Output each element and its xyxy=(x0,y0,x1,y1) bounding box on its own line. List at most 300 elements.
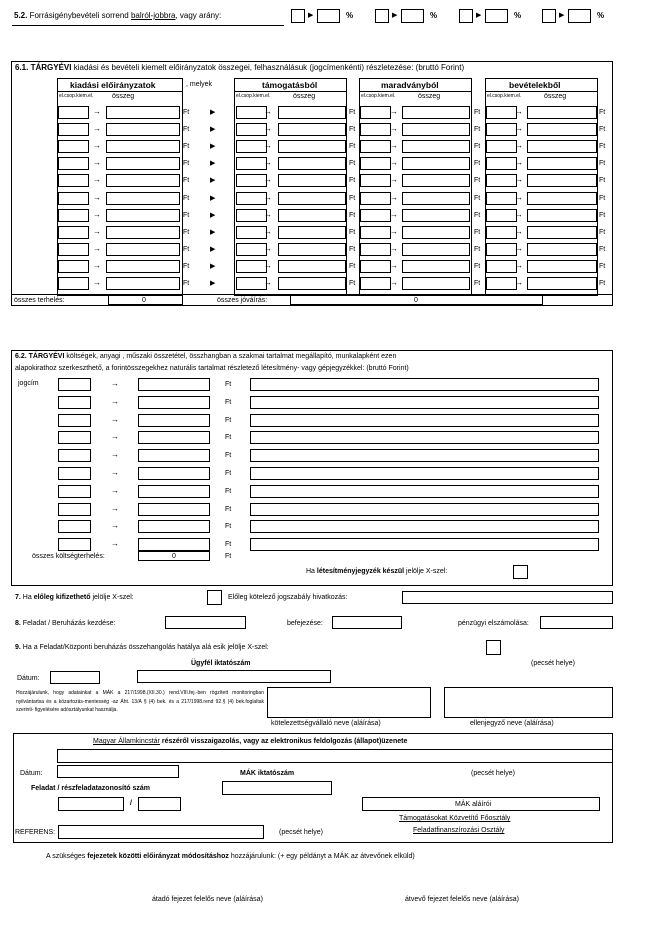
mak-title xyxy=(93,738,407,745)
code-field[interactable] xyxy=(58,192,89,205)
settle-date-field[interactable] xyxy=(540,616,613,629)
cost-description-field[interactable] xyxy=(250,467,599,480)
amount-field[interactable] xyxy=(402,157,470,170)
cost-description-field[interactable] xyxy=(250,503,599,516)
ft-label: Ft xyxy=(349,280,356,287)
percent-label: % xyxy=(346,11,354,20)
code-field[interactable] xyxy=(360,260,391,273)
referens-stamp-label: (pecsét helye) xyxy=(279,829,323,836)
ratio-code-box[interactable] xyxy=(375,9,389,23)
col-amount-label: összeg xyxy=(544,93,567,100)
total-cost-value: 0 xyxy=(172,553,176,560)
arrow-right-icon: → xyxy=(390,192,398,202)
jogcim-field[interactable] xyxy=(58,396,91,409)
code-field[interactable] xyxy=(58,209,89,222)
cost-amount-field[interactable] xyxy=(138,449,210,462)
amount-field[interactable] xyxy=(278,106,346,119)
cost-amount-field[interactable] xyxy=(138,485,210,498)
ft-label: Ft xyxy=(183,143,190,151)
code-field[interactable] xyxy=(236,192,267,205)
cost-amount-field[interactable] xyxy=(138,414,210,427)
divider xyxy=(234,91,347,92)
ft-label: Ft xyxy=(599,211,606,219)
arrow-right-icon: → xyxy=(390,124,398,134)
ft-label: Ft xyxy=(183,211,190,219)
amount-field[interactable] xyxy=(278,174,346,187)
ft-label: Ft xyxy=(474,245,481,253)
ft-label: Ft xyxy=(183,160,190,168)
section-text-underlined: balról-jobbra xyxy=(130,11,176,20)
arrow-icon: ▶ xyxy=(210,160,216,168)
advance-checkbox[interactable] xyxy=(207,590,222,605)
date-label: Dátum: xyxy=(17,675,40,682)
amount-field[interactable] xyxy=(106,260,180,273)
ratio-code-box[interactable] xyxy=(459,9,473,23)
ratio-code-box[interactable] xyxy=(291,9,305,23)
arrow-right-icon: → xyxy=(111,485,119,495)
section-9 xyxy=(15,644,269,651)
amount-field[interactable] xyxy=(527,192,597,205)
arrow-right-icon: → xyxy=(93,192,101,202)
cost-amount-field[interactable] xyxy=(138,378,210,391)
ft-label: Ft xyxy=(599,126,606,134)
group-expenditure-title: kiadási előirányzatok xyxy=(70,80,156,90)
countersign-box[interactable] xyxy=(444,687,613,718)
amount-field[interactable] xyxy=(402,209,470,222)
melyek-label: , melyek xyxy=(186,81,213,88)
col-code-label: el.csop.kiem.el. xyxy=(59,93,94,99)
arrow-right-icon: → xyxy=(93,209,101,219)
arrow-right-icon: → xyxy=(264,226,272,236)
ft-label: Ft xyxy=(474,109,481,116)
arrow-right-icon: → xyxy=(93,158,101,168)
arrow-icon: ▶ xyxy=(210,245,216,253)
jogcim-field[interactable] xyxy=(58,378,91,391)
arrow-icon: ▶ xyxy=(210,262,216,270)
ft-label: Ft xyxy=(474,177,481,185)
code-field[interactable] xyxy=(236,226,267,239)
arrow-right-icon: → xyxy=(515,209,523,219)
code-field[interactable] xyxy=(360,192,391,205)
arrow-right-icon: → xyxy=(390,226,398,236)
code-field[interactable] xyxy=(236,209,267,222)
code-field[interactable] xyxy=(58,140,89,153)
amount-field[interactable] xyxy=(278,192,346,205)
cost-amount-field[interactable] xyxy=(138,431,210,444)
section-bold: TÁRGYÉVI xyxy=(30,63,72,72)
signatory-label: kötelezettségvállaló neve (aláírása) xyxy=(271,720,381,727)
arrow-right-icon: → xyxy=(111,468,119,477)
mak-stamp-label: (pecsét helye) xyxy=(471,770,515,777)
text-bold: létesítményjegyzék készül xyxy=(316,568,405,575)
amount-field[interactable] xyxy=(402,277,470,290)
arrow-right-icon: → xyxy=(515,141,523,151)
amount-field[interactable] xyxy=(402,243,470,256)
arrow-right-icon: → xyxy=(515,278,523,287)
ft-label: Ft xyxy=(349,245,356,253)
cost-description-field[interactable] xyxy=(250,538,599,551)
ft-label: Ft xyxy=(183,228,190,236)
dept2-label: Feladatfinanszírozási Osztály xyxy=(413,827,505,834)
ft-label: Ft xyxy=(599,143,606,151)
ft-label: Ft xyxy=(225,452,232,460)
mak-reg-field[interactable] xyxy=(222,781,332,795)
cost-description-field[interactable] xyxy=(250,449,599,462)
arrow-right-icon: → xyxy=(515,124,523,134)
task-id-label: Feladat / részfeladatazonosító szám xyxy=(31,785,151,792)
section-6-2-text2: alapokirathoz szerkeszthető, a forintösszegekhez naturális tartalmat részletező létesítmény- vagy gépjegyzékkel: (bruttó Forint) xyxy=(15,365,409,372)
arrow-right-icon: → xyxy=(390,175,398,185)
ft-label: Ft xyxy=(349,109,356,116)
code-field[interactable] xyxy=(486,157,517,170)
ft-label: Ft xyxy=(349,126,356,134)
ft-label: Ft xyxy=(225,541,232,549)
mak-signer-label: MÁK aláírói xyxy=(455,801,492,808)
ft-label: Ft xyxy=(599,280,606,287)
section-5-2 xyxy=(14,12,221,20)
amount-field[interactable] xyxy=(106,243,180,256)
jogcim-field[interactable] xyxy=(58,520,91,533)
jogcim-field[interactable] xyxy=(58,538,91,551)
total-cost-ft: Ft xyxy=(225,553,232,560)
text-bold: előleg kifizethető xyxy=(33,594,91,601)
code-field[interactable] xyxy=(486,106,517,119)
text: Feladat / Beruházás kezdése: xyxy=(22,620,116,627)
code-field[interactable] xyxy=(58,243,89,256)
arrow-right-icon: → xyxy=(111,432,119,442)
code-field[interactable] xyxy=(360,140,391,153)
jogcim-field[interactable] xyxy=(58,503,91,516)
ft-label: Ft xyxy=(349,211,356,219)
code-field[interactable] xyxy=(360,226,391,239)
arrow-icon: ▶ xyxy=(210,228,216,236)
arrow-icon: ▶ xyxy=(210,177,216,185)
client-reg-field[interactable] xyxy=(137,670,331,683)
arrow-right-icon: → xyxy=(515,192,523,202)
arrow-right-icon: → xyxy=(264,243,272,253)
footer-sign-transferor: átadó fejezet felelős neve (aláírása) xyxy=(152,896,263,903)
jogcim-field[interactable] xyxy=(58,485,91,498)
code-field[interactable] xyxy=(58,277,89,290)
col-code-label: el.csop.kiem.el. xyxy=(361,93,396,99)
arrow-right-icon: → xyxy=(264,278,272,287)
code-field[interactable] xyxy=(236,174,267,187)
ft-label: Ft xyxy=(183,245,190,253)
cost-description-field[interactable] xyxy=(250,485,599,498)
cost-description-field[interactable] xyxy=(250,431,599,444)
amount-field[interactable] xyxy=(106,209,180,222)
code-field[interactable] xyxy=(236,123,267,136)
total-debit-value: 0 xyxy=(142,297,146,304)
mak-message-field[interactable] xyxy=(57,749,613,763)
divider xyxy=(359,91,472,92)
stamp-label: (pecsét helye) xyxy=(531,660,575,667)
ft-label: Ft xyxy=(183,126,190,134)
arrow-right-icon: → xyxy=(93,243,101,253)
code-field[interactable] xyxy=(236,106,267,119)
arrow-icon: ▶ xyxy=(210,109,216,116)
code-field[interactable] xyxy=(360,106,391,119)
col-code-label: el.csop.kiem.el. xyxy=(236,93,271,99)
amount-field[interactable] xyxy=(527,123,597,136)
list-question xyxy=(306,568,447,575)
dept1-label: Támogatásokat Közvetítő Főosztály xyxy=(399,815,511,822)
end-date-field[interactable] xyxy=(332,616,402,629)
arrow-icon: ▶ xyxy=(210,126,216,134)
ft-label: Ft xyxy=(599,228,606,236)
ft-label: Ft xyxy=(225,381,232,388)
task-id-field-1[interactable] xyxy=(58,797,124,811)
code-field[interactable] xyxy=(236,243,267,256)
amount-field[interactable] xyxy=(106,157,180,170)
client-reg-label: Ügyfél iktatószám xyxy=(191,660,251,667)
amount-field[interactable] xyxy=(278,243,346,256)
arrow-right-icon: → xyxy=(264,175,272,185)
arrow-right-icon: → xyxy=(515,158,523,168)
amount-field[interactable] xyxy=(278,157,346,170)
referens-label: REFERENS: xyxy=(15,829,56,836)
code-field[interactable] xyxy=(58,123,89,136)
col-amount-label: összeg xyxy=(112,93,135,100)
ft-label: Ft xyxy=(225,470,232,477)
arrow-right-icon: → xyxy=(390,107,398,116)
amount-field[interactable] xyxy=(402,123,470,136)
amount-field[interactable] xyxy=(106,277,180,290)
amount-field[interactable] xyxy=(527,277,597,290)
ratio-code-box[interactable] xyxy=(542,9,556,23)
jogcim-field[interactable] xyxy=(58,449,91,462)
ft-label: Ft xyxy=(474,262,481,270)
text: jelölje X-szel: xyxy=(92,594,134,601)
ratio-percent-box[interactable] xyxy=(317,9,340,23)
code-field[interactable] xyxy=(360,209,391,222)
amount-field[interactable] xyxy=(402,106,470,119)
code-field[interactable] xyxy=(360,243,391,256)
mak-title-text: részéről visszaigazolás, vagy az elektronikus feldolgozás (állapot)üzenete xyxy=(161,738,408,745)
amount-field[interactable] xyxy=(527,140,597,153)
amount-field[interactable] xyxy=(402,226,470,239)
arrow-icon: ▶ xyxy=(210,280,216,287)
ft-label: Ft xyxy=(474,143,481,151)
mak-name: Magyar Államkincstár xyxy=(93,738,160,745)
cost-description-field[interactable] xyxy=(250,414,599,427)
countersign-label: ellenjegyző neve (aláírása) xyxy=(470,720,554,727)
ft-label: Ft xyxy=(225,416,232,424)
arrow-right-icon: → xyxy=(515,107,523,116)
footer-sign-receiver: átvevő fejezet felelős neve (aláírása) xyxy=(405,896,520,903)
ft-label: Ft xyxy=(349,160,356,168)
code-field[interactable] xyxy=(486,277,517,290)
arrow-right-icon: → xyxy=(264,192,272,202)
arrow-right-icon: → xyxy=(390,209,398,219)
total-debit-label: összes terhelés: xyxy=(14,297,65,304)
arrow-right-icon: → xyxy=(390,278,398,287)
section-7 xyxy=(15,594,134,601)
cost-amount-field[interactable] xyxy=(138,467,210,480)
arrow-right-icon: → xyxy=(111,414,119,424)
cost-amount-field[interactable] xyxy=(138,503,210,516)
amount-field[interactable] xyxy=(402,140,470,153)
coordination-checkbox[interactable] xyxy=(486,640,501,655)
settle-date-label: pénzügyi elszámolása: xyxy=(458,620,529,627)
ft-label: Ft xyxy=(349,194,356,202)
amount-field[interactable] xyxy=(106,174,180,187)
arrow-icon: ▶ xyxy=(308,12,314,19)
code-field[interactable] xyxy=(236,260,267,273)
col-code-label: el.csop.kiem.el. xyxy=(487,93,522,99)
text: hozzájárulunk: (+ egy példányt a MÁK az átvevőnek elküld) xyxy=(230,853,415,860)
code-field[interactable] xyxy=(486,209,517,222)
jogcim-field[interactable] xyxy=(58,414,91,427)
referens-field[interactable] xyxy=(58,825,264,839)
code-field[interactable] xyxy=(360,174,391,187)
amount-field[interactable] xyxy=(278,260,346,273)
arrow-right-icon: → xyxy=(93,226,101,236)
arrow-right-icon: → xyxy=(390,141,398,151)
arrow-right-icon: → xyxy=(93,141,101,151)
code-field[interactable] xyxy=(58,157,89,170)
code-field[interactable] xyxy=(486,192,517,205)
arrow-right-icon: → xyxy=(515,260,523,270)
text: Ha xyxy=(306,568,315,575)
consent-text: Hozzájárulunk, hogy adatainkat a MÁK a 217/1998.(XII.30.) rend.VIII.fej.-ben rögzített monitoringban nyilvántartsa és a közartozás-mentesség -az Áht. 13/A § (4) bek. és a 217/1998.rend 92.§ (4) bek.foglaltak szerinti- figyelésére adósztályunkat használja. xyxy=(16,690,264,713)
arrow-right-icon: → xyxy=(93,278,101,287)
amount-field[interactable] xyxy=(278,226,346,239)
total-credit-label: összes jóváírás: xyxy=(217,297,268,304)
ratio-percent-box[interactable] xyxy=(485,9,508,23)
arrow-icon: ▶ xyxy=(392,12,398,19)
cost-description-field[interactable] xyxy=(250,396,599,409)
ratio-percent-box[interactable] xyxy=(568,9,591,23)
jogcim-field[interactable] xyxy=(58,467,91,480)
code-field[interactable] xyxy=(236,140,267,153)
arrow-icon: ▶ xyxy=(210,143,216,151)
amount-field[interactable] xyxy=(527,209,597,222)
col-amount-label: összeg xyxy=(418,93,441,100)
amount-field[interactable] xyxy=(527,106,597,119)
cost-amount-field[interactable] xyxy=(138,396,210,409)
amount-field[interactable] xyxy=(527,243,597,256)
arrow-right-icon: → xyxy=(93,260,101,270)
task-id-field-2[interactable] xyxy=(138,797,181,811)
amount-field[interactable] xyxy=(527,260,597,273)
code-field[interactable] xyxy=(486,140,517,153)
arrow-right-icon: → xyxy=(264,260,272,270)
mak-reg-label: MÁK iktatószám xyxy=(240,770,295,777)
total-cost-label: összes költségterhelés: xyxy=(32,553,105,560)
mak-date-field[interactable] xyxy=(57,765,179,778)
code-field[interactable] xyxy=(486,243,517,256)
amount-field[interactable] xyxy=(402,192,470,205)
amount-field[interactable] xyxy=(278,123,346,136)
divider xyxy=(57,91,183,92)
amount-field[interactable] xyxy=(106,123,180,136)
advance-ref-label: Előleg kötelező jogszabály hivatkozás: xyxy=(228,594,348,601)
amount-field[interactable] xyxy=(106,192,180,205)
ft-label: Ft xyxy=(225,523,232,531)
ft-label: Ft xyxy=(599,262,606,270)
amount-field[interactable] xyxy=(106,140,180,153)
cost-amount-field[interactable] xyxy=(138,538,210,551)
code-field[interactable] xyxy=(486,260,517,273)
ft-label: Ft xyxy=(183,177,190,185)
arrow-right-icon: → xyxy=(390,260,398,270)
amount-field[interactable] xyxy=(402,174,470,187)
code-field[interactable] xyxy=(360,277,391,290)
ft-label: Ft xyxy=(183,262,190,270)
code-field[interactable] xyxy=(58,106,89,119)
ft-label: Ft xyxy=(474,211,481,219)
code-field[interactable] xyxy=(236,157,267,170)
arrow-right-icon: → xyxy=(111,450,119,460)
total-credit-value: 0 xyxy=(414,297,418,304)
end-date-label: befejezése: xyxy=(287,620,323,627)
ft-label: Ft xyxy=(349,143,356,151)
group-support-title: támogatásból xyxy=(262,80,318,90)
ft-label: Ft xyxy=(474,228,481,236)
advance-ref-field[interactable] xyxy=(402,591,613,604)
section-bold: TÁRGYÉVI xyxy=(28,353,65,360)
amount-field[interactable] xyxy=(278,277,346,290)
arrow-icon: ▶ xyxy=(210,211,216,219)
cost-amount-field[interactable] xyxy=(138,520,210,533)
amount-field[interactable] xyxy=(278,140,346,153)
amount-field[interactable] xyxy=(402,260,470,273)
ft-label: Ft xyxy=(474,126,481,134)
code-field[interactable] xyxy=(360,157,391,170)
text: Ha a Feladat/Központi beruházás összehangolás hatálya alá esik jelölje X-szel: xyxy=(22,644,269,651)
code-field[interactable] xyxy=(58,226,89,239)
list-checkbox[interactable] xyxy=(513,565,528,579)
signatory-box[interactable] xyxy=(267,687,431,718)
arrow-right-icon: → xyxy=(264,124,272,134)
ft-label: Ft xyxy=(183,109,190,116)
date-field[interactable] xyxy=(50,671,100,684)
ft-label: Ft xyxy=(225,487,232,495)
amount-field[interactable] xyxy=(106,106,180,119)
ft-label: Ft xyxy=(349,177,356,185)
amount-field[interactable] xyxy=(106,226,180,239)
arrow-right-icon: → xyxy=(111,396,119,406)
col-amount-label: összeg xyxy=(293,93,316,100)
cost-description-field[interactable] xyxy=(250,520,599,533)
start-date-field[interactable] xyxy=(165,616,246,629)
ratio-percent-box[interactable] xyxy=(401,9,424,23)
arrow-right-icon: → xyxy=(93,107,101,116)
arrow-right-icon: → xyxy=(515,226,523,236)
code-field[interactable] xyxy=(360,123,391,136)
amount-field[interactable] xyxy=(527,174,597,187)
code-field[interactable] xyxy=(486,123,517,136)
code-field[interactable] xyxy=(486,174,517,187)
cost-description-field[interactable] xyxy=(250,378,599,391)
code-field[interactable] xyxy=(58,260,89,273)
code-field[interactable] xyxy=(486,226,517,239)
section-6-2-title xyxy=(15,353,396,360)
amount-field[interactable] xyxy=(527,157,597,170)
section-underline xyxy=(12,25,284,26)
arrow-right-icon: → xyxy=(515,243,523,253)
jogcim-field[interactable] xyxy=(58,431,91,444)
group-revenue-title: bevételekből xyxy=(509,80,561,90)
amount-field[interactable] xyxy=(527,226,597,239)
arrow-right-icon: → xyxy=(264,107,272,116)
ft-label: Ft xyxy=(599,109,606,116)
code-field[interactable] xyxy=(58,174,89,187)
code-field[interactable] xyxy=(236,277,267,290)
arrow-right-icon: → xyxy=(93,124,101,134)
amount-field[interactable] xyxy=(278,209,346,222)
